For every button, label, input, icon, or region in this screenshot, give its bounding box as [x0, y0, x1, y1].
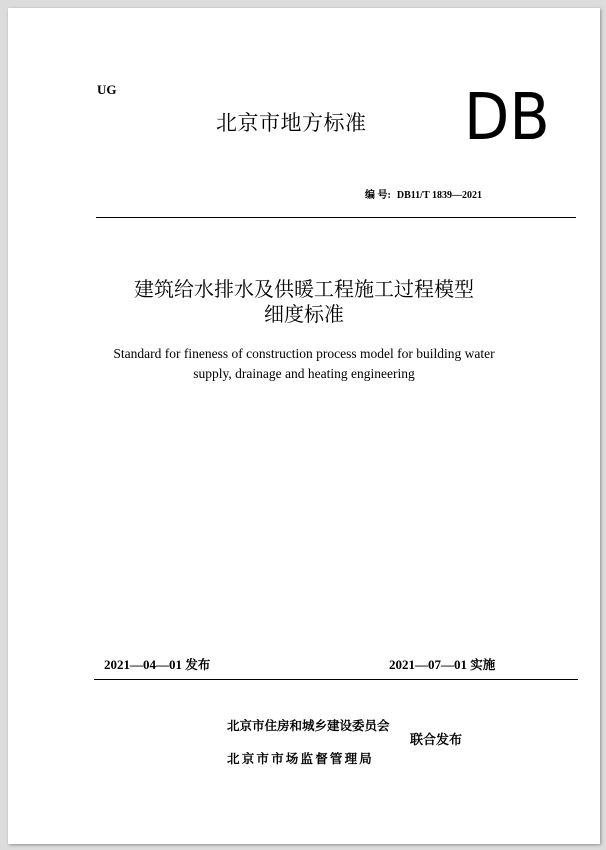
implement-date-value: 2021—07—01 — [389, 657, 467, 672]
english-title — [8, 344, 600, 384]
document-page — [8, 8, 600, 844]
standard-code — [365, 186, 482, 201]
top-divider — [96, 217, 576, 218]
bottom-divider — [94, 679, 578, 680]
standard-code-value: DB11/T 1839—2021 — [396, 190, 482, 201]
publish-date — [104, 655, 210, 673]
joint-issue-label: 联合发布 — [410, 733, 463, 748]
publish-date-value: 2021—04—01 — [104, 657, 182, 672]
standard-category-title: 北京市地方标准 — [216, 111, 367, 135]
implement-date-label: 实施 — [470, 657, 496, 672]
ug-label: UG — [97, 82, 117, 97]
issuer-market-regulation: 北京市市场监督管理局 — [227, 751, 375, 766]
implement-date — [389, 655, 495, 673]
publish-date-label: 发布 — [185, 657, 211, 672]
english-title-line-2: supply, drainage and heating engineering — [193, 366, 415, 381]
db-logo: DB — [464, 81, 550, 155]
english-title-line-1: Standard for fineness of construction process model for building water — [113, 346, 495, 361]
standard-code-label: 编 号: — [365, 190, 391, 201]
chinese-title-line-2: 细度标准 — [264, 302, 344, 326]
chinese-title — [8, 277, 600, 327]
issuer-housing-commission: 北京市住房和城乡建设委员会 — [227, 718, 390, 733]
chinese-title-line-1: 建筑给水排水及供暖工程施工过程模型 — [134, 277, 474, 301]
